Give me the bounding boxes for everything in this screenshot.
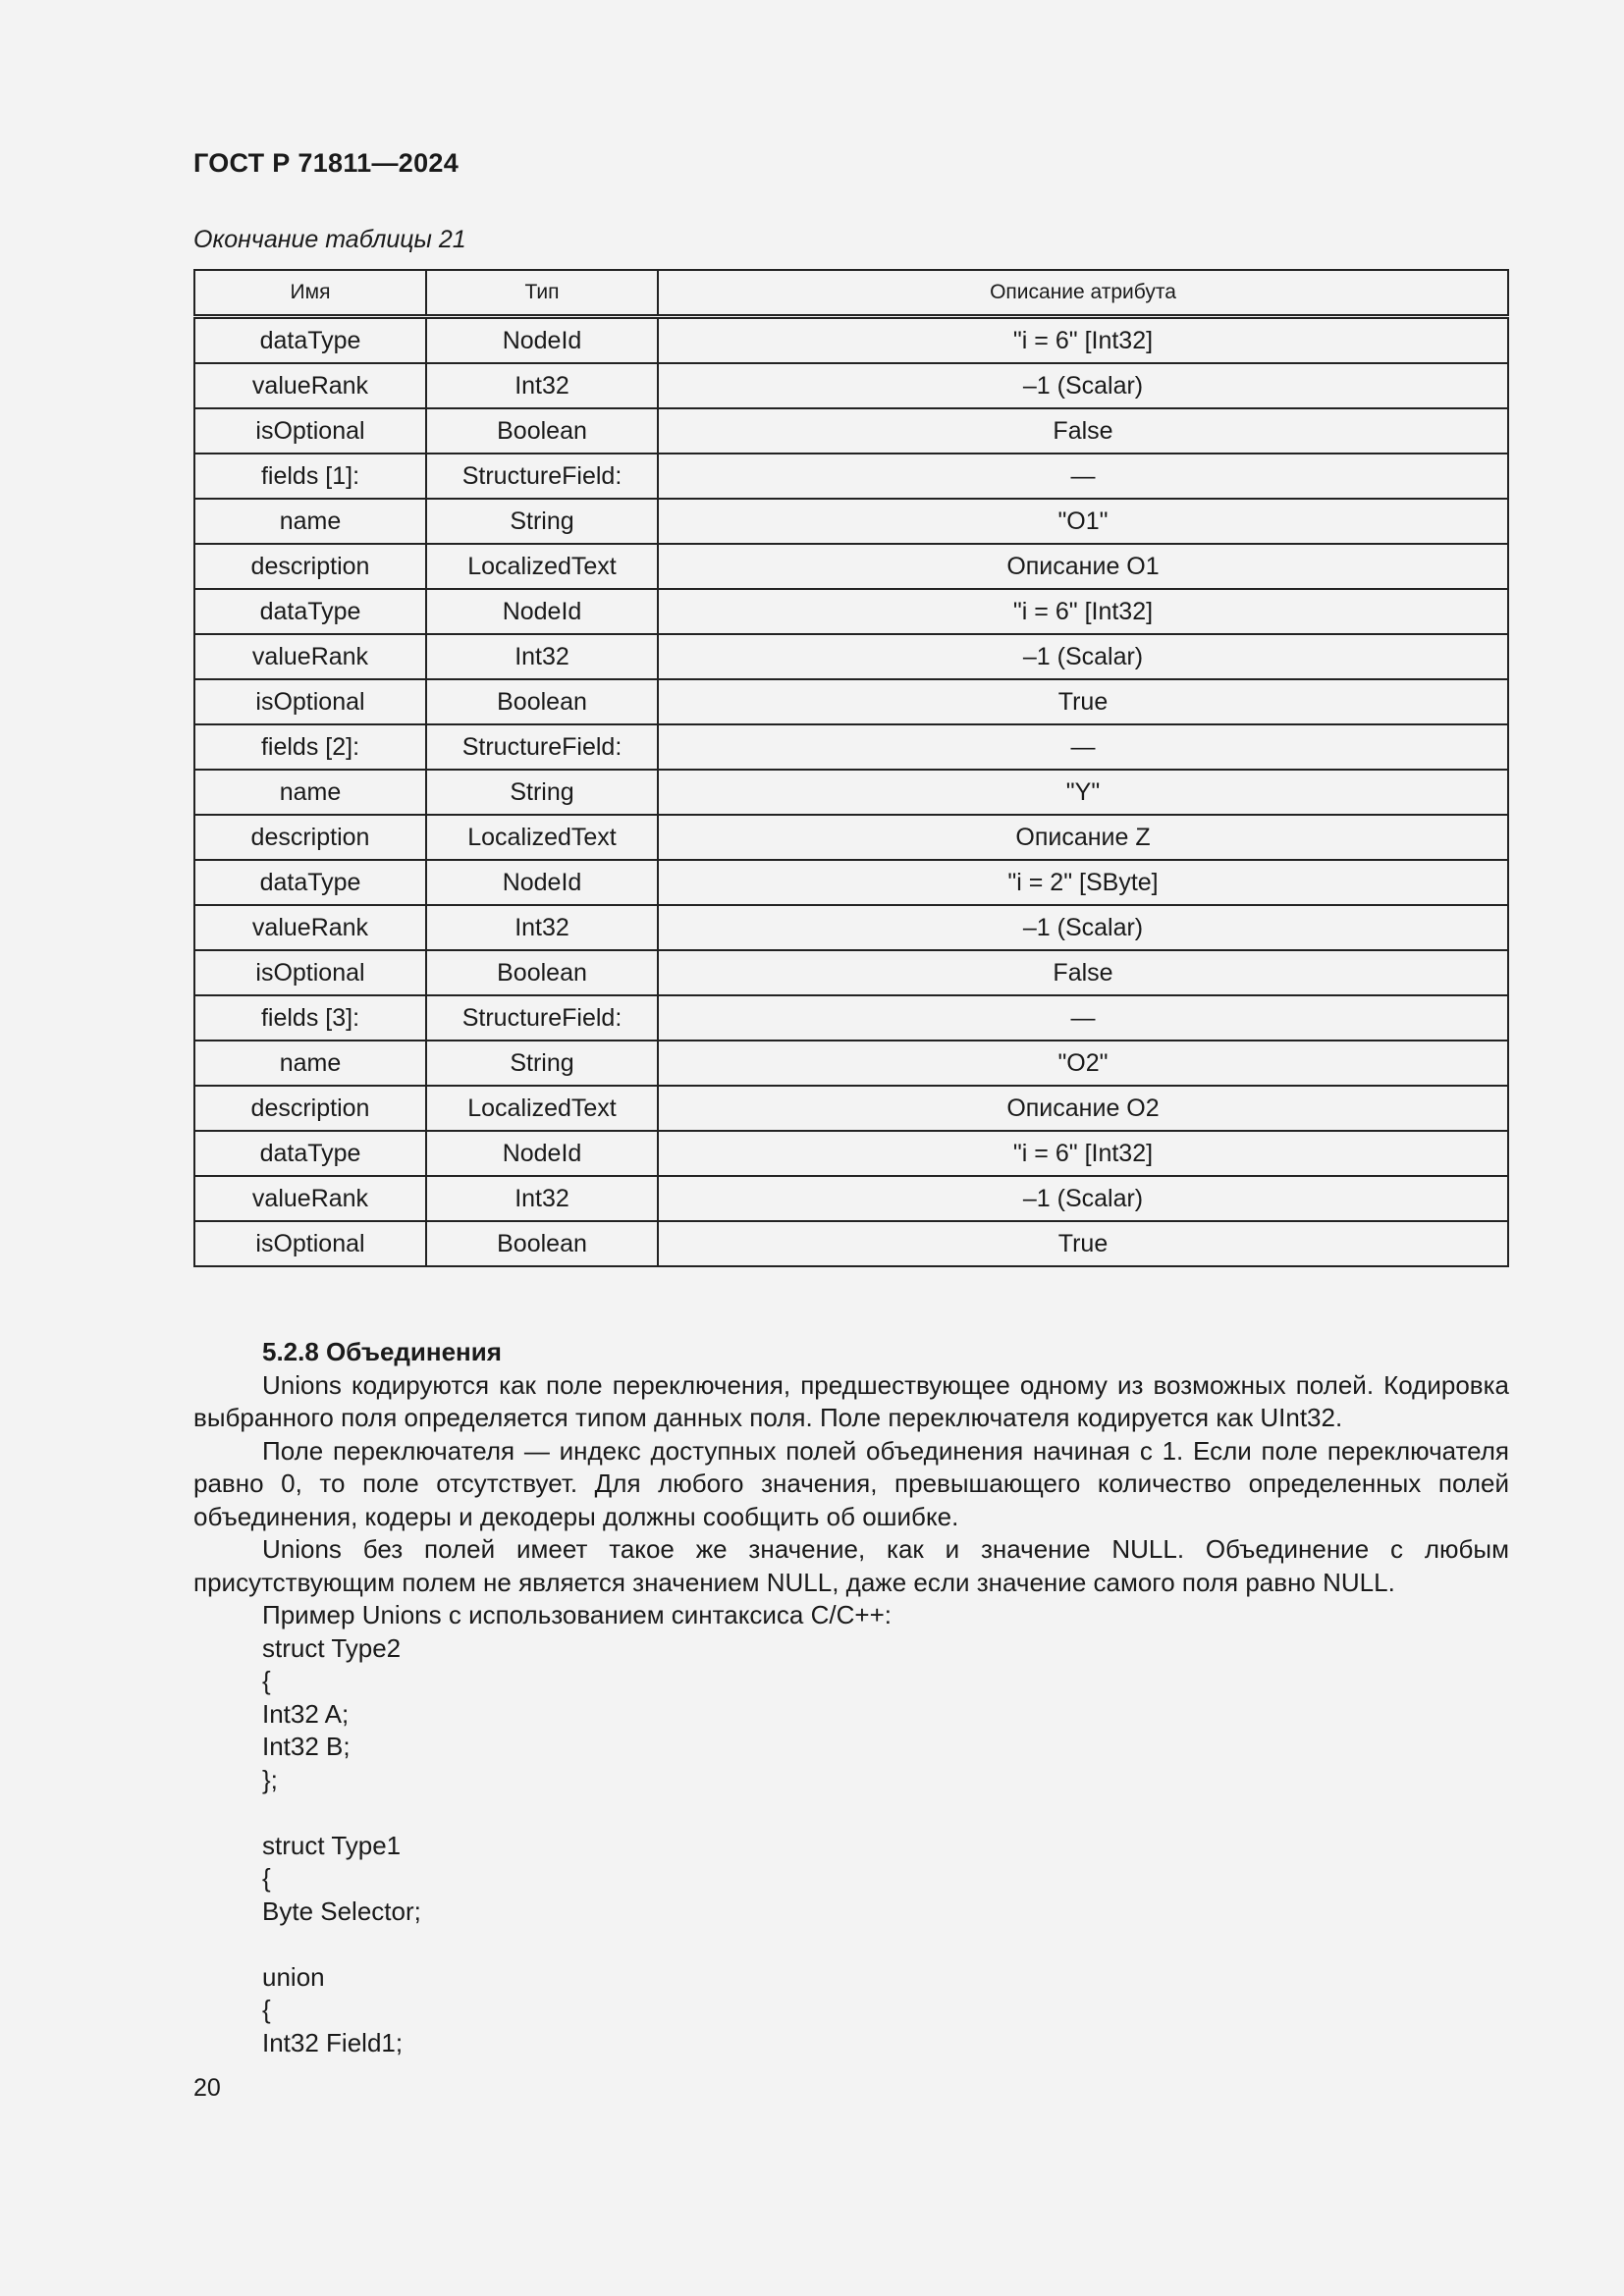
cell-description: –1 (Scalar) — [658, 1176, 1508, 1221]
cell-name: valueRank — [194, 363, 426, 408]
code-line: }; — [262, 1764, 278, 1794]
paragraph: Пример Unions с использованием синтаксиса C/C++: — [262, 1600, 892, 1629]
cell-type: NodeId — [426, 1131, 658, 1176]
cell-description: Описание Z — [658, 815, 1508, 860]
cell-type: LocalizedText — [426, 1086, 658, 1131]
code-line: Int32 B; — [262, 1732, 351, 1761]
table-row — [194, 1131, 1508, 1176]
table-row — [194, 589, 1508, 634]
table-row — [194, 679, 1508, 724]
code-line: struct Type2 — [262, 1632, 402, 1663]
table-row — [194, 634, 1508, 679]
code-line: Byte Selector; — [262, 1896, 421, 1926]
table-row — [194, 1041, 1508, 1086]
cell-description: — — [658, 995, 1508, 1041]
cell-name: isOptional — [194, 679, 426, 724]
cell-type: Int32 — [426, 634, 658, 679]
cell-description: "i = 6" [Int32] — [658, 1131, 1508, 1176]
table-caption: Окончание таблицы 21 — [193, 226, 466, 253]
table-row — [194, 950, 1508, 995]
table-row — [194, 905, 1508, 950]
cell-name: fields [2]: — [194, 724, 426, 770]
paragraph: Unions без полей имеет такое же значение, как и значение NULL. Объединение с любым присутствующим полем не является значением NULL, даже если значение самого поля равно NULL. — [193, 1534, 1509, 1597]
code-line: Int32 Field1; — [262, 2027, 404, 2057]
cell-type: Boolean — [426, 679, 658, 724]
table-row — [194, 995, 1508, 1041]
cell-type: NodeId — [426, 317, 658, 364]
code-line: { — [262, 1995, 271, 2024]
cell-name: fields [1]: — [194, 454, 426, 499]
cell-description: –1 (Scalar) — [658, 363, 1508, 408]
cell-type: Boolean — [426, 950, 658, 995]
cell-type: String — [426, 770, 658, 815]
paragraph: Unions кодируются как поле переключения, предшествующее одному из возможных полей. Кодировка выбранного поля определяется типом данных поля. Поле переключателя кодируется как UInt32. — [193, 1369, 1509, 1432]
cell-type: NodeId — [426, 589, 658, 634]
cell-description: "O1" — [658, 499, 1508, 544]
table-row — [194, 544, 1508, 589]
cell-name: dataType — [194, 1131, 426, 1176]
code-line: { — [262, 1666, 271, 1695]
table-row — [194, 860, 1508, 905]
cell-description: — — [658, 454, 1508, 499]
cell-name: dataType — [194, 860, 426, 905]
cell-description: "i = 2" [SByte] — [658, 860, 1508, 905]
cell-description: Описание O1 — [658, 544, 1508, 589]
cell-description: –1 (Scalar) — [658, 634, 1508, 679]
page-number: 20 — [193, 2074, 221, 2102]
code-line: Int32 A; — [262, 1698, 350, 1729]
cell-name: dataType — [194, 589, 426, 634]
code-line — [193, 1796, 1509, 1830]
table-row — [194, 1086, 1508, 1131]
cell-type: StructureField: — [426, 454, 658, 499]
cell-type: Int32 — [426, 905, 658, 950]
table-body — [194, 317, 1508, 1267]
cell-type: Boolean — [426, 1221, 658, 1266]
cell-name: description — [194, 1086, 426, 1131]
code-line: { — [262, 1863, 271, 1893]
cell-name: name — [194, 499, 426, 544]
cell-description: Описание O2 — [658, 1086, 1508, 1131]
paragraph: Поле переключателя — индекс доступных полей объединения начиная с 1. Если поле переключателя равно 0, то поле отсутствует. Для любого значения, превышающего количество определенных полей объединения, кодеры и декодеры должны сообщить об ошибке. — [193, 1435, 1509, 1531]
section-heading: 5.2.8 Объединения — [262, 1337, 502, 1366]
cell-description: –1 (Scalar) — [658, 905, 1508, 950]
code-block — [193, 1632, 1509, 2060]
cell-name: name — [194, 770, 426, 815]
column-header-type: Тип — [426, 270, 658, 317]
cell-description: True — [658, 679, 1508, 724]
table-row — [194, 815, 1508, 860]
table-row — [194, 1176, 1508, 1221]
table-row — [194, 363, 1508, 408]
table-row — [194, 499, 1508, 544]
cell-name: fields [3]: — [194, 995, 426, 1041]
cell-name: description — [194, 544, 426, 589]
column-header-name: Имя — [194, 270, 426, 317]
attribute-table — [193, 269, 1509, 1267]
cell-name: isOptional — [194, 1221, 426, 1266]
cell-name: dataType — [194, 317, 426, 364]
table-header-row — [194, 270, 1508, 317]
cell-type: Int32 — [426, 1176, 658, 1221]
cell-type: Boolean — [426, 408, 658, 454]
cell-type: NodeId — [426, 860, 658, 905]
table-row — [194, 454, 1508, 499]
cell-name: valueRank — [194, 634, 426, 679]
cell-description: — — [658, 724, 1508, 770]
cell-type: LocalizedText — [426, 544, 658, 589]
column-header-description: Описание атрибута — [658, 270, 1508, 317]
cell-type: StructureField: — [426, 724, 658, 770]
cell-name: valueRank — [194, 1176, 426, 1221]
cell-name: description — [194, 815, 426, 860]
cell-description: "i = 6" [Int32] — [658, 317, 1508, 364]
table-row — [194, 724, 1508, 770]
code-line: struct Type1 — [262, 1830, 402, 1860]
cell-type: Int32 — [426, 363, 658, 408]
table-row — [194, 317, 1508, 364]
cell-description: "i = 6" [Int32] — [658, 589, 1508, 634]
cell-name: isOptional — [194, 408, 426, 454]
cell-type: StructureField: — [426, 995, 658, 1041]
cell-type: String — [426, 1041, 658, 1086]
cell-name: valueRank — [194, 905, 426, 950]
table-row — [194, 408, 1508, 454]
cell-description: "O2" — [658, 1041, 1508, 1086]
cell-description: "Y" — [658, 770, 1508, 815]
table-row — [194, 770, 1508, 815]
cell-description: False — [658, 950, 1508, 995]
cell-type: LocalizedText — [426, 815, 658, 860]
document-header: ГОСТ Р 71811—2024 — [193, 148, 460, 178]
cell-type: String — [426, 499, 658, 544]
cell-name: isOptional — [194, 950, 426, 995]
table-row — [194, 1221, 1508, 1266]
code-line — [193, 1928, 1509, 1961]
cell-name: name — [194, 1041, 426, 1086]
cell-description: False — [658, 408, 1508, 454]
cell-description: True — [658, 1221, 1508, 1266]
section-body — [193, 1336, 1509, 2059]
code-line: union — [262, 1961, 325, 1992]
